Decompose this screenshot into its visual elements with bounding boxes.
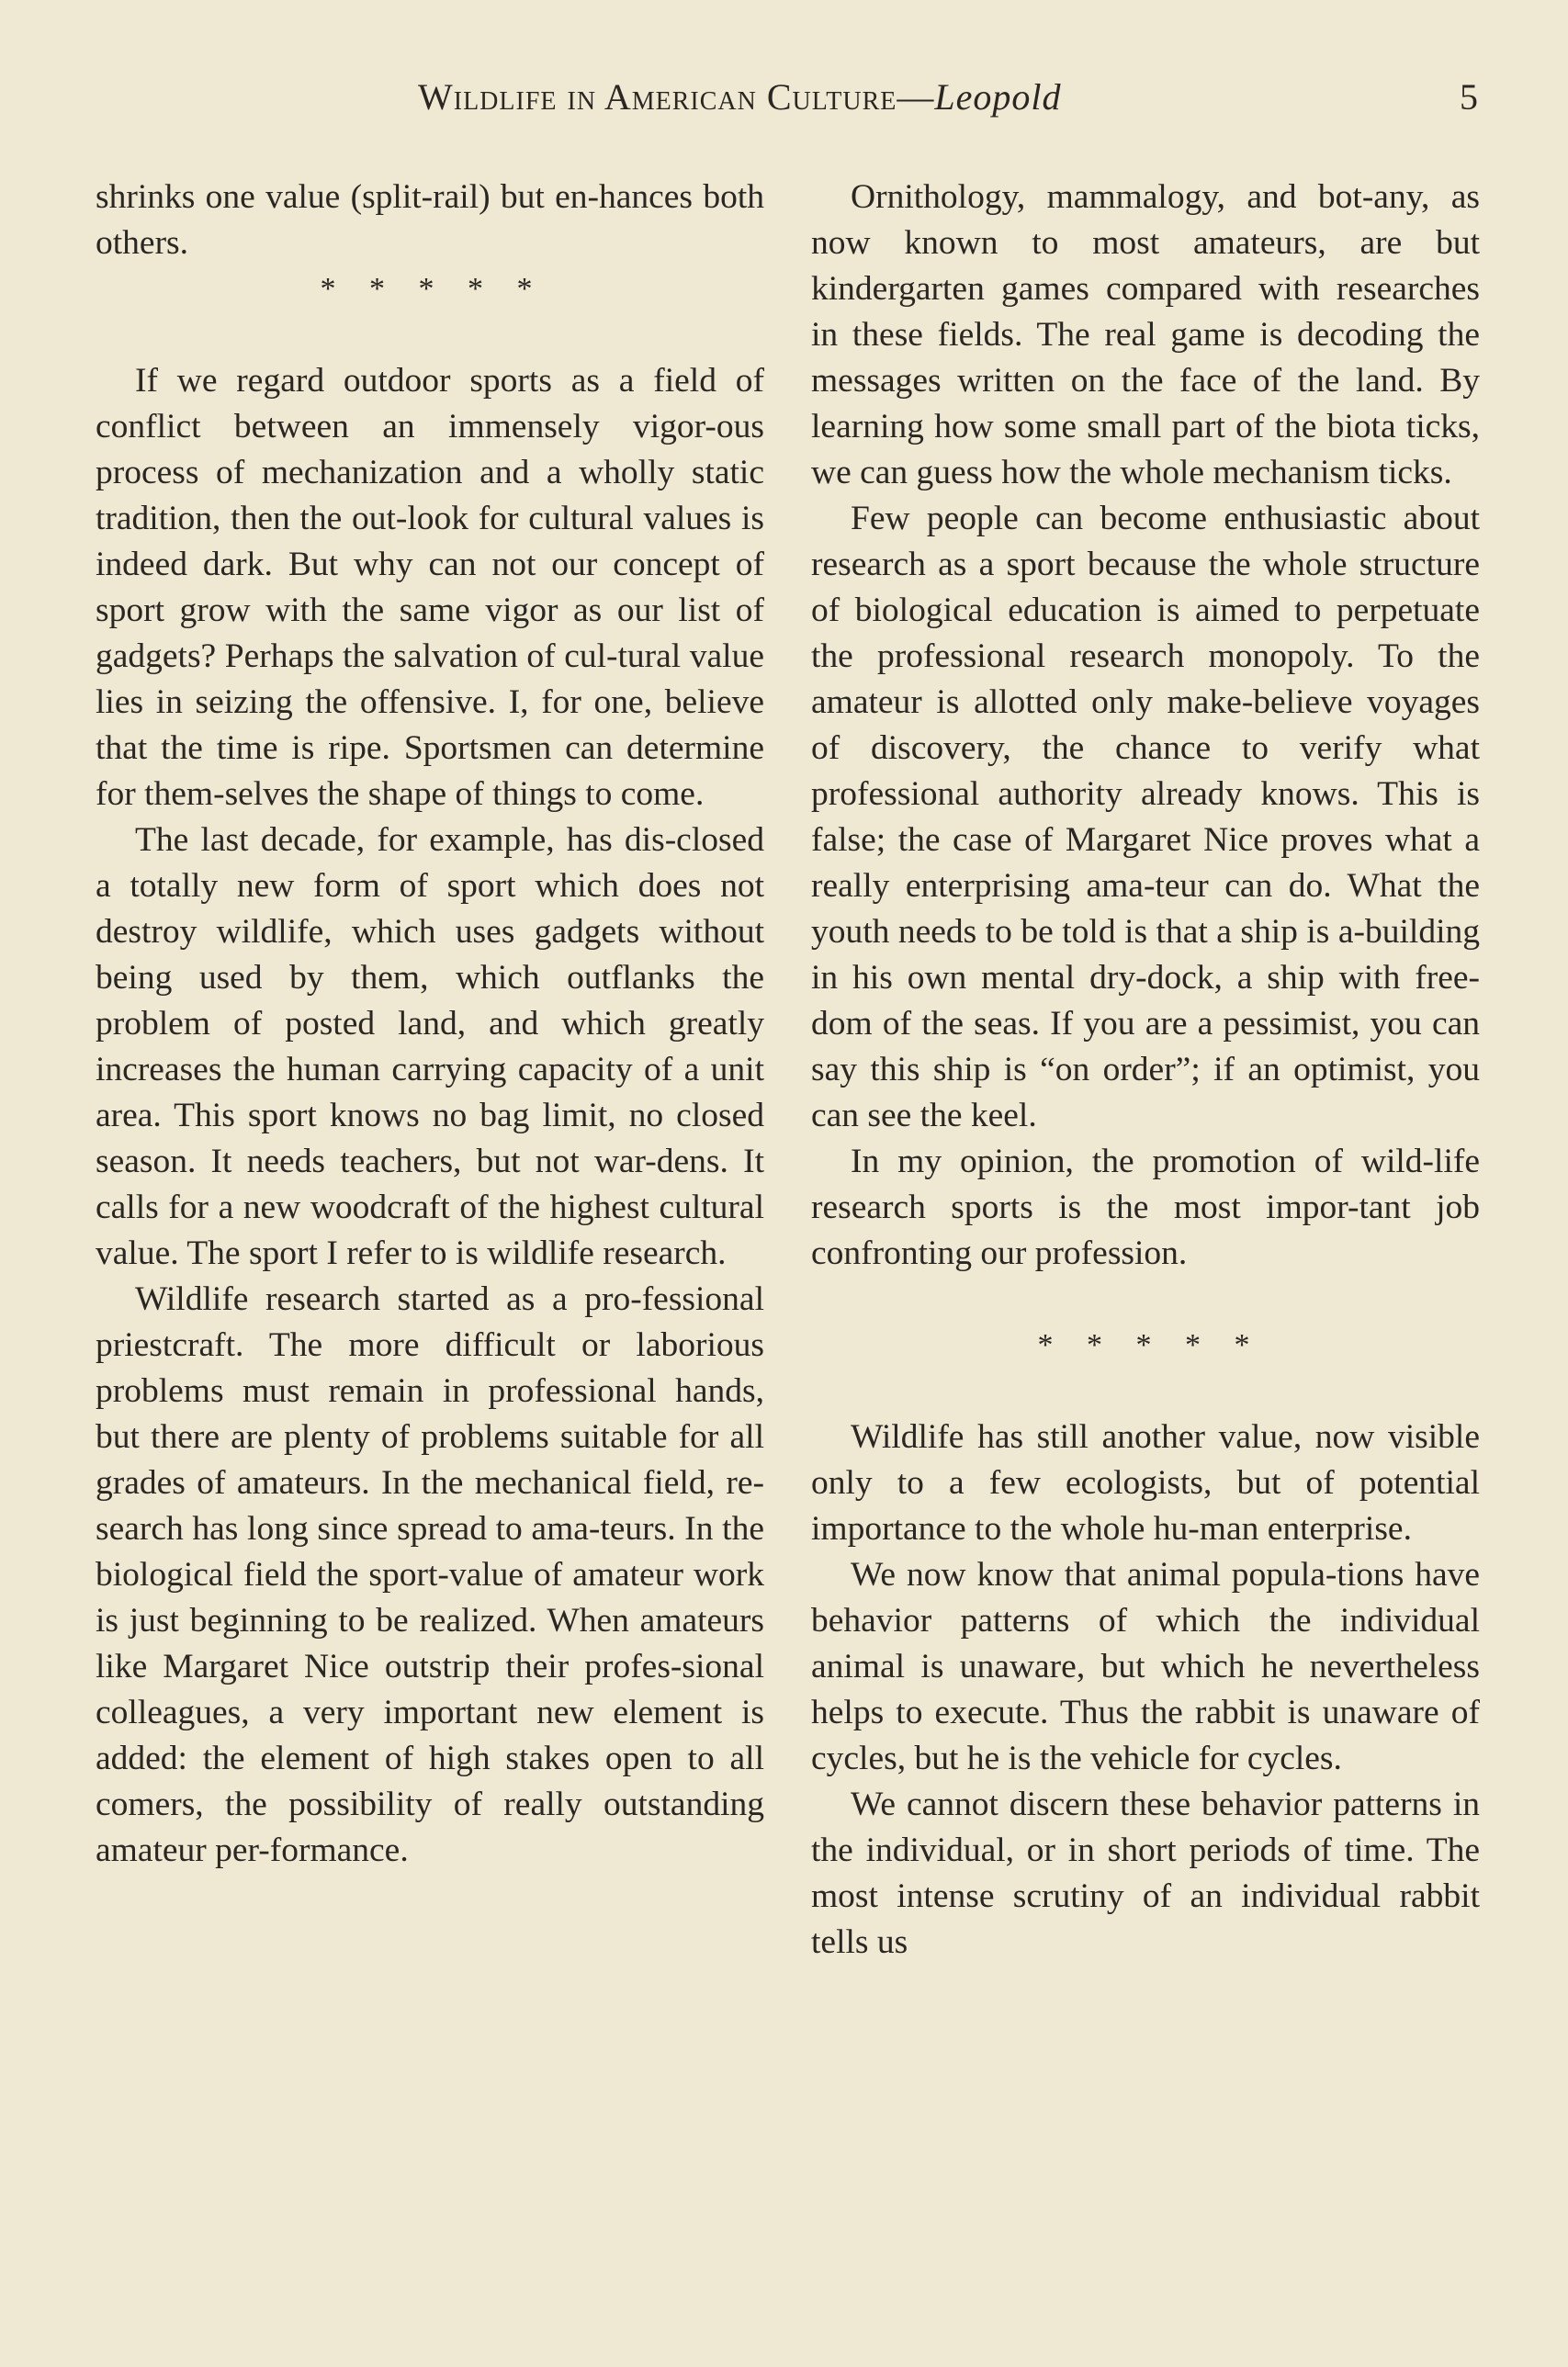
paragraph-outdoor-sports: If we regard outdoor sports as a field of conflict between an immensely vigor-ous process of mechanization and a wholly static tradition, then the out-look for cultural values is indeed dark. But why can not our concept of sport grow with the same vigor as our list of gadgets? Perhaps the salvation of cul-tural value lies in seizing the offensive. I, for one, believe that the time is ripe. Sportsmen can determine for them-selves the shape of things to come. — [96, 362, 764, 813]
paragraph-last-decade: The last decade, for example, has dis-closed a totally new form of sport which does not destroy wildlife, which uses gadgets without being used by them, which outflanks the problem of posted land, and which greatly increases the human carrying capacity of a unit area. This sport knows no bag limit, no closed season. It needs teachers, but not war-dens. It calls for a new woodcraft of the highest cultural value. The sport I refer to is wildlife research. — [96, 821, 764, 1272]
paragraph-behavior-patterns: We cannot discern these behavior patterns in the individual, or in short periods of time. The most intense scrutiny of an individual rabbit tells us — [811, 1786, 1480, 1961]
journal-title: Wildlife in American Culture— — [418, 76, 935, 118]
running-title — [418, 75, 1062, 118]
section-break-stars: * * * * * — [1037, 1328, 1263, 1362]
paragraph-ornithology: Ornithology, mammalogy, and bot-any, as now known to most amateurs, are but kindergarten games compared with researches in these fields. The real game is decoding the messages written on the face of the land. By learning how some small part of the biota ticks, we can guess how the whole mechanism ticks. — [811, 178, 1480, 491]
paragraph-my-opinion: In my opinion, the promotion of wild-life research sports is the most impor-tant job confronting our profession. — [811, 1143, 1480, 1272]
article-author: Leopold — [934, 76, 1062, 118]
left-column — [96, 175, 764, 1874]
paragraph-another-value: Wildlife has still another value, now visible only to a few ecologists, but of potential importance to the whole hu-man enterprise. — [811, 1418, 1480, 1548]
section-break-stars: * * * * * — [320, 272, 546, 306]
page-number: 5 — [1460, 76, 1478, 118]
paragraph-animal-populations: We now know that animal popula-tions have behavior patterns of which the individual animal is unaware, but which he nevertheless helps to execute. Thus the rabbit is unaware of cycles, but he is the vehicle for cycles. — [811, 1556, 1480, 1777]
paragraph-wildlife-research: Wildlife research started as a pro-fessional priestcraft. The more difficult or laborious problems must remain in professional hands, but there are plenty of problems suitable for all grades of amateurs. In the mechanical field, re-search has long since spread to ama-teurs. In the biological field the sport-value of amateur work is just beginning to be realized. When amateurs like Margaret Nice outstrip their profes-sional colleagues, a very important new element is added: the element of high stakes open to all comers, the possibility of really outstanding amateur per-formance. — [96, 1280, 764, 1869]
right-column — [811, 175, 1480, 1966]
paragraph-continued: shrinks one value (split-rail) but en-hances both others. — [96, 178, 764, 262]
running-head — [0, 75, 1568, 130]
paragraph-few-people: Few people can become enthusiastic about research as a sport because the whole structure of biological education is aimed to perpetuate the professional research monopoly. To the amateur is allotted only make-believe voyages of discovery, the chance to verify what professional authority already knows. This is false; the case of Margaret Nice proves what a really enterprising ama-teur can do. What the youth needs to be told is that a ship is a-building in his own mental dry-dock, a ship with free-dom of the seas. If you are a pessimist, you can say this ship is “on order”; if an optimist, you can see the keel. — [811, 500, 1480, 1134]
